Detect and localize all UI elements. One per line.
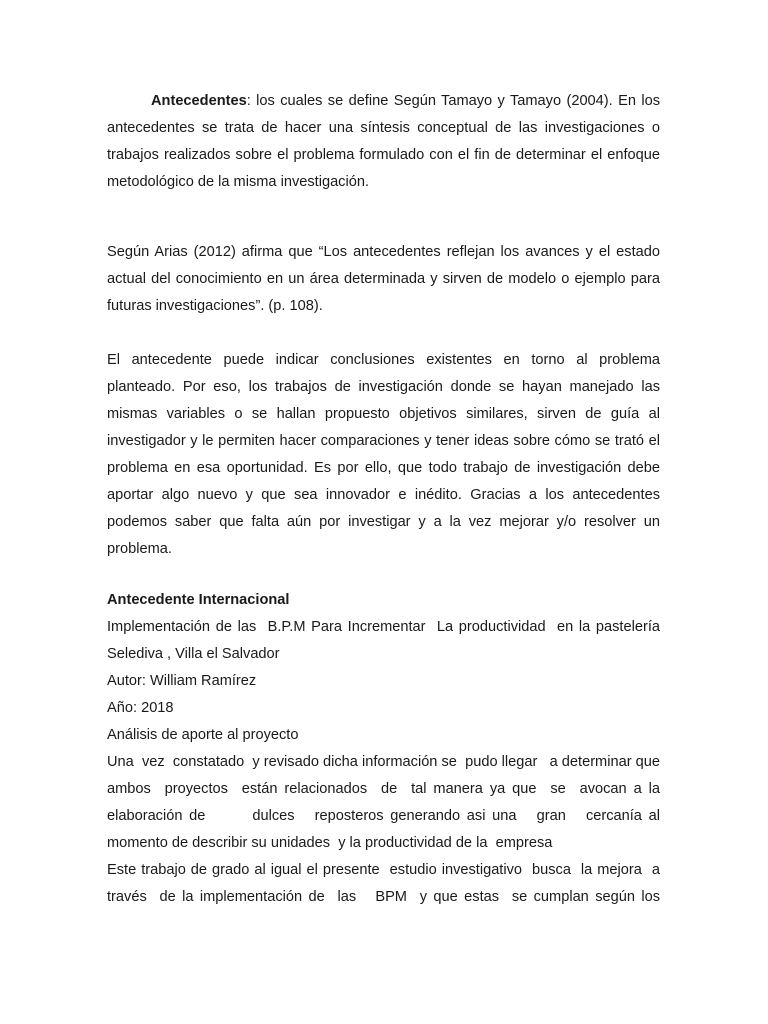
intro-paragraph bbox=[107, 88, 660, 196]
section-heading: Antecedente Internacional bbox=[107, 592, 290, 608]
antecedente-paragraph: El antecedente puede indicar conclusiones existentes en torno al problema planteado. Por eso, los trabajos de investigación donde se hayan manejado las mismas variables o se hallan propuesto objetivos similares, sirven de guía al investigador y le permiten hacer comparaciones y tener ideas sobre cómo se trató el problema en esa oportunidad. Es por ello, que todo trabajo de investigación debe aportar algo nuevo y que sea innovador e inédito. Gracias a los antecedentes podemos saber que falta aún por investigar y a la vez mejorar y/o resolver un problema. bbox=[107, 352, 660, 557]
study-author: Autor: William Ramírez bbox=[107, 673, 257, 689]
study-title: Implementación de las B.P.M Para Incrementar La productividad en la pastelería Selediva , Villa el Salvador bbox=[107, 619, 665, 662]
document-page bbox=[107, 88, 669, 911]
study-year: Año: 2018 bbox=[107, 700, 174, 716]
spacer bbox=[107, 196, 660, 239]
intro-text: : los cuales se define Según Tamayo y Tamayo (2004). En los antecedentes se trata de hacer una síntesis conceptual de las investigaciones o trabajos realizados sobre el problema formulado con el fin de determinar el enfoque metodológico de la misma investigación. bbox=[107, 93, 660, 190]
arias-paragraph: Según Arias (2012) afirma que “Los antecedentes reflejan los avances y el estado actual del conocimiento en un área determinada y sirven de modelo o ejemplo para futuras investigaciones”. (p. 108). bbox=[107, 244, 660, 314]
intro-term: Antecedentes bbox=[151, 93, 247, 109]
spacer bbox=[107, 563, 660, 587]
closing-paragraph: Este trabajo de grado al igual el presente estudio investigativo busca la mejora a través de la implementación de las BPM y que estas se cumplan según los bbox=[107, 862, 665, 905]
spacer bbox=[107, 320, 660, 347]
analysis-paragraph: Una vez constatado y revisado dicha información se pudo llegar a determinar que ambos proyectos están relacionados de tal manera ya que se avocan a la elaboración de dulces reposteros generando asi una gran cercanía al momento de describir su unidades y la productividad de la empresa bbox=[107, 754, 669, 851]
analysis-label: Análisis de aporte al proyecto bbox=[107, 727, 299, 743]
